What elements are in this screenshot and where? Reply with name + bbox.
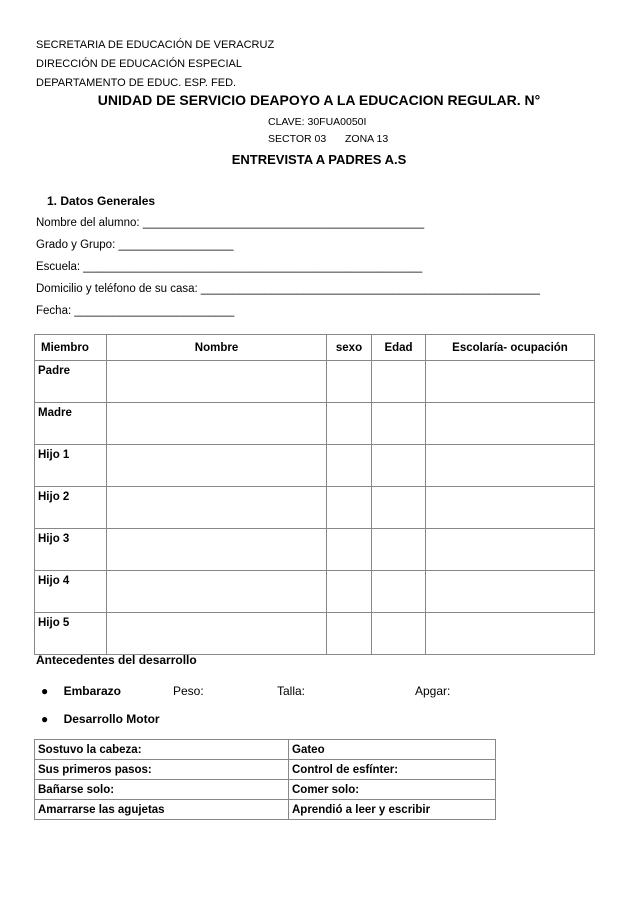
cell-sexo[interactable] xyxy=(327,361,372,403)
domicilio-field[interactable]: Domicilio y teléfono de su casa: _____________________________________________________ xyxy=(36,283,540,295)
header-nombre: Nombre xyxy=(107,335,327,361)
header-line-2: DIRECCIÓN DE EDUCACIÓN ESPECIAL xyxy=(36,58,242,70)
cell-edad[interactable] xyxy=(372,403,426,445)
table-row xyxy=(35,403,595,445)
cell-nombre[interactable] xyxy=(107,361,327,403)
motor-table xyxy=(34,739,496,820)
table-row xyxy=(35,361,595,403)
cell-edad[interactable] xyxy=(372,529,426,571)
row-label-hijo-4: Hijo 4 xyxy=(35,571,107,613)
cell-sexo[interactable] xyxy=(327,445,372,487)
table-row xyxy=(35,760,496,780)
motor-cell-esfinter[interactable]: Control de esfínter: xyxy=(289,760,496,780)
table-row xyxy=(35,780,496,800)
grado-field[interactable]: Grado y Grupo: __________________ xyxy=(36,239,234,251)
family-table xyxy=(34,334,595,655)
cell-nombre[interactable] xyxy=(107,445,327,487)
motor-cell-gateo[interactable]: Gateo xyxy=(289,740,496,760)
table-row xyxy=(35,613,595,655)
bullet-icon: ● xyxy=(41,712,49,726)
cell-nombre[interactable] xyxy=(107,529,327,571)
motor-cell-leer[interactable]: Aprendió a leer y escribir xyxy=(289,800,496,820)
motor-cell-cabeza[interactable]: Sostuvo la cabeza: xyxy=(35,740,289,760)
cell-sexo[interactable] xyxy=(327,613,372,655)
cell-sexo[interactable] xyxy=(327,487,372,529)
cell-nombre[interactable] xyxy=(107,403,327,445)
cell-escolaria[interactable] xyxy=(426,613,595,655)
apgar-field[interactable]: Apgar: xyxy=(415,684,451,698)
row-label-hijo-5: Hijo 5 xyxy=(35,613,107,655)
escuela-field[interactable]: Escuela: _____________________________________________________ xyxy=(36,261,423,273)
cell-edad[interactable] xyxy=(372,613,426,655)
header-escolaria: Escolaría- ocupación xyxy=(426,335,595,361)
table-row xyxy=(35,445,595,487)
motor-cell-pasos[interactable]: Sus primeros pasos: xyxy=(35,760,289,780)
cell-edad[interactable] xyxy=(372,487,426,529)
cell-edad[interactable] xyxy=(372,361,426,403)
row-label-hijo-2: Hijo 2 xyxy=(35,487,107,529)
table-row xyxy=(35,740,496,760)
cell-sexo[interactable] xyxy=(327,403,372,445)
cell-nombre[interactable] xyxy=(107,613,327,655)
header-sexo: sexo xyxy=(327,335,372,361)
table-row xyxy=(35,487,595,529)
row-label-hijo-1: Hijo 1 xyxy=(35,445,107,487)
zona-text: ZONA 13 xyxy=(345,133,389,145)
table-row xyxy=(35,571,595,613)
motor-cell-comer[interactable]: Comer solo: xyxy=(289,780,496,800)
table-row xyxy=(35,529,595,571)
family-table-header xyxy=(35,335,595,361)
row-label-hijo-3: Hijo 3 xyxy=(35,529,107,571)
cell-escolaria[interactable] xyxy=(426,571,595,613)
cell-sexo[interactable] xyxy=(327,571,372,613)
row-label-madre: Madre xyxy=(35,403,107,445)
talla-field[interactable]: Talla: xyxy=(277,684,306,698)
cell-escolaria[interactable] xyxy=(426,487,595,529)
peso-field[interactable]: Peso: xyxy=(173,684,204,698)
sector-text: SECTOR 03 xyxy=(268,133,327,145)
fecha-field[interactable]: Fecha: _________________________ xyxy=(36,305,235,317)
cell-nombre[interactable] xyxy=(107,487,327,529)
row-label-padre: Padre xyxy=(35,361,107,403)
table-row xyxy=(35,800,496,820)
document-title: UNIDAD DE SERVICIO DEAPOYO A LA EDUCACION REGULAR. N° xyxy=(97,92,541,108)
header-line-1: SECRETARIA DE EDUCACIÓN DE VERACRUZ xyxy=(36,39,275,51)
bullet-icon: ● xyxy=(41,684,49,698)
document-subtitle: ENTREVISTA A PADRES A.S xyxy=(231,152,407,167)
cell-escolaria[interactable] xyxy=(426,445,595,487)
header-line-3: DEPARTAMENTO DE EDUC. ESP. FED. xyxy=(36,77,237,89)
cell-sexo[interactable] xyxy=(327,529,372,571)
cell-nombre[interactable] xyxy=(107,571,327,613)
bullet-embarazo xyxy=(41,684,121,698)
desarrollo-motor-label: Desarrollo Motor xyxy=(63,712,160,726)
embarazo-label: Embarazo xyxy=(63,684,121,698)
nombre-field[interactable]: Nombre del alumno: ____________________________________________ xyxy=(36,217,425,229)
section-datos-generales: 1. Datos Generales xyxy=(47,194,156,208)
antecedentes-heading: Antecedentes del desarrollo xyxy=(36,653,197,667)
header-edad: Edad xyxy=(372,335,426,361)
bullet-desarrollo-motor xyxy=(41,712,160,726)
motor-cell-banarse[interactable]: Bañarse solo: xyxy=(35,780,289,800)
clave-text: CLAVE: 30FUA0050I xyxy=(268,116,367,128)
cell-escolaria[interactable] xyxy=(426,529,595,571)
cell-escolaria[interactable] xyxy=(426,361,595,403)
motor-cell-agujetas[interactable]: Amarrarse las agujetas xyxy=(35,800,289,820)
cell-edad[interactable] xyxy=(372,571,426,613)
cell-escolaria[interactable] xyxy=(426,403,595,445)
header-miembro: Miembro xyxy=(35,335,107,361)
cell-edad[interactable] xyxy=(372,445,426,487)
